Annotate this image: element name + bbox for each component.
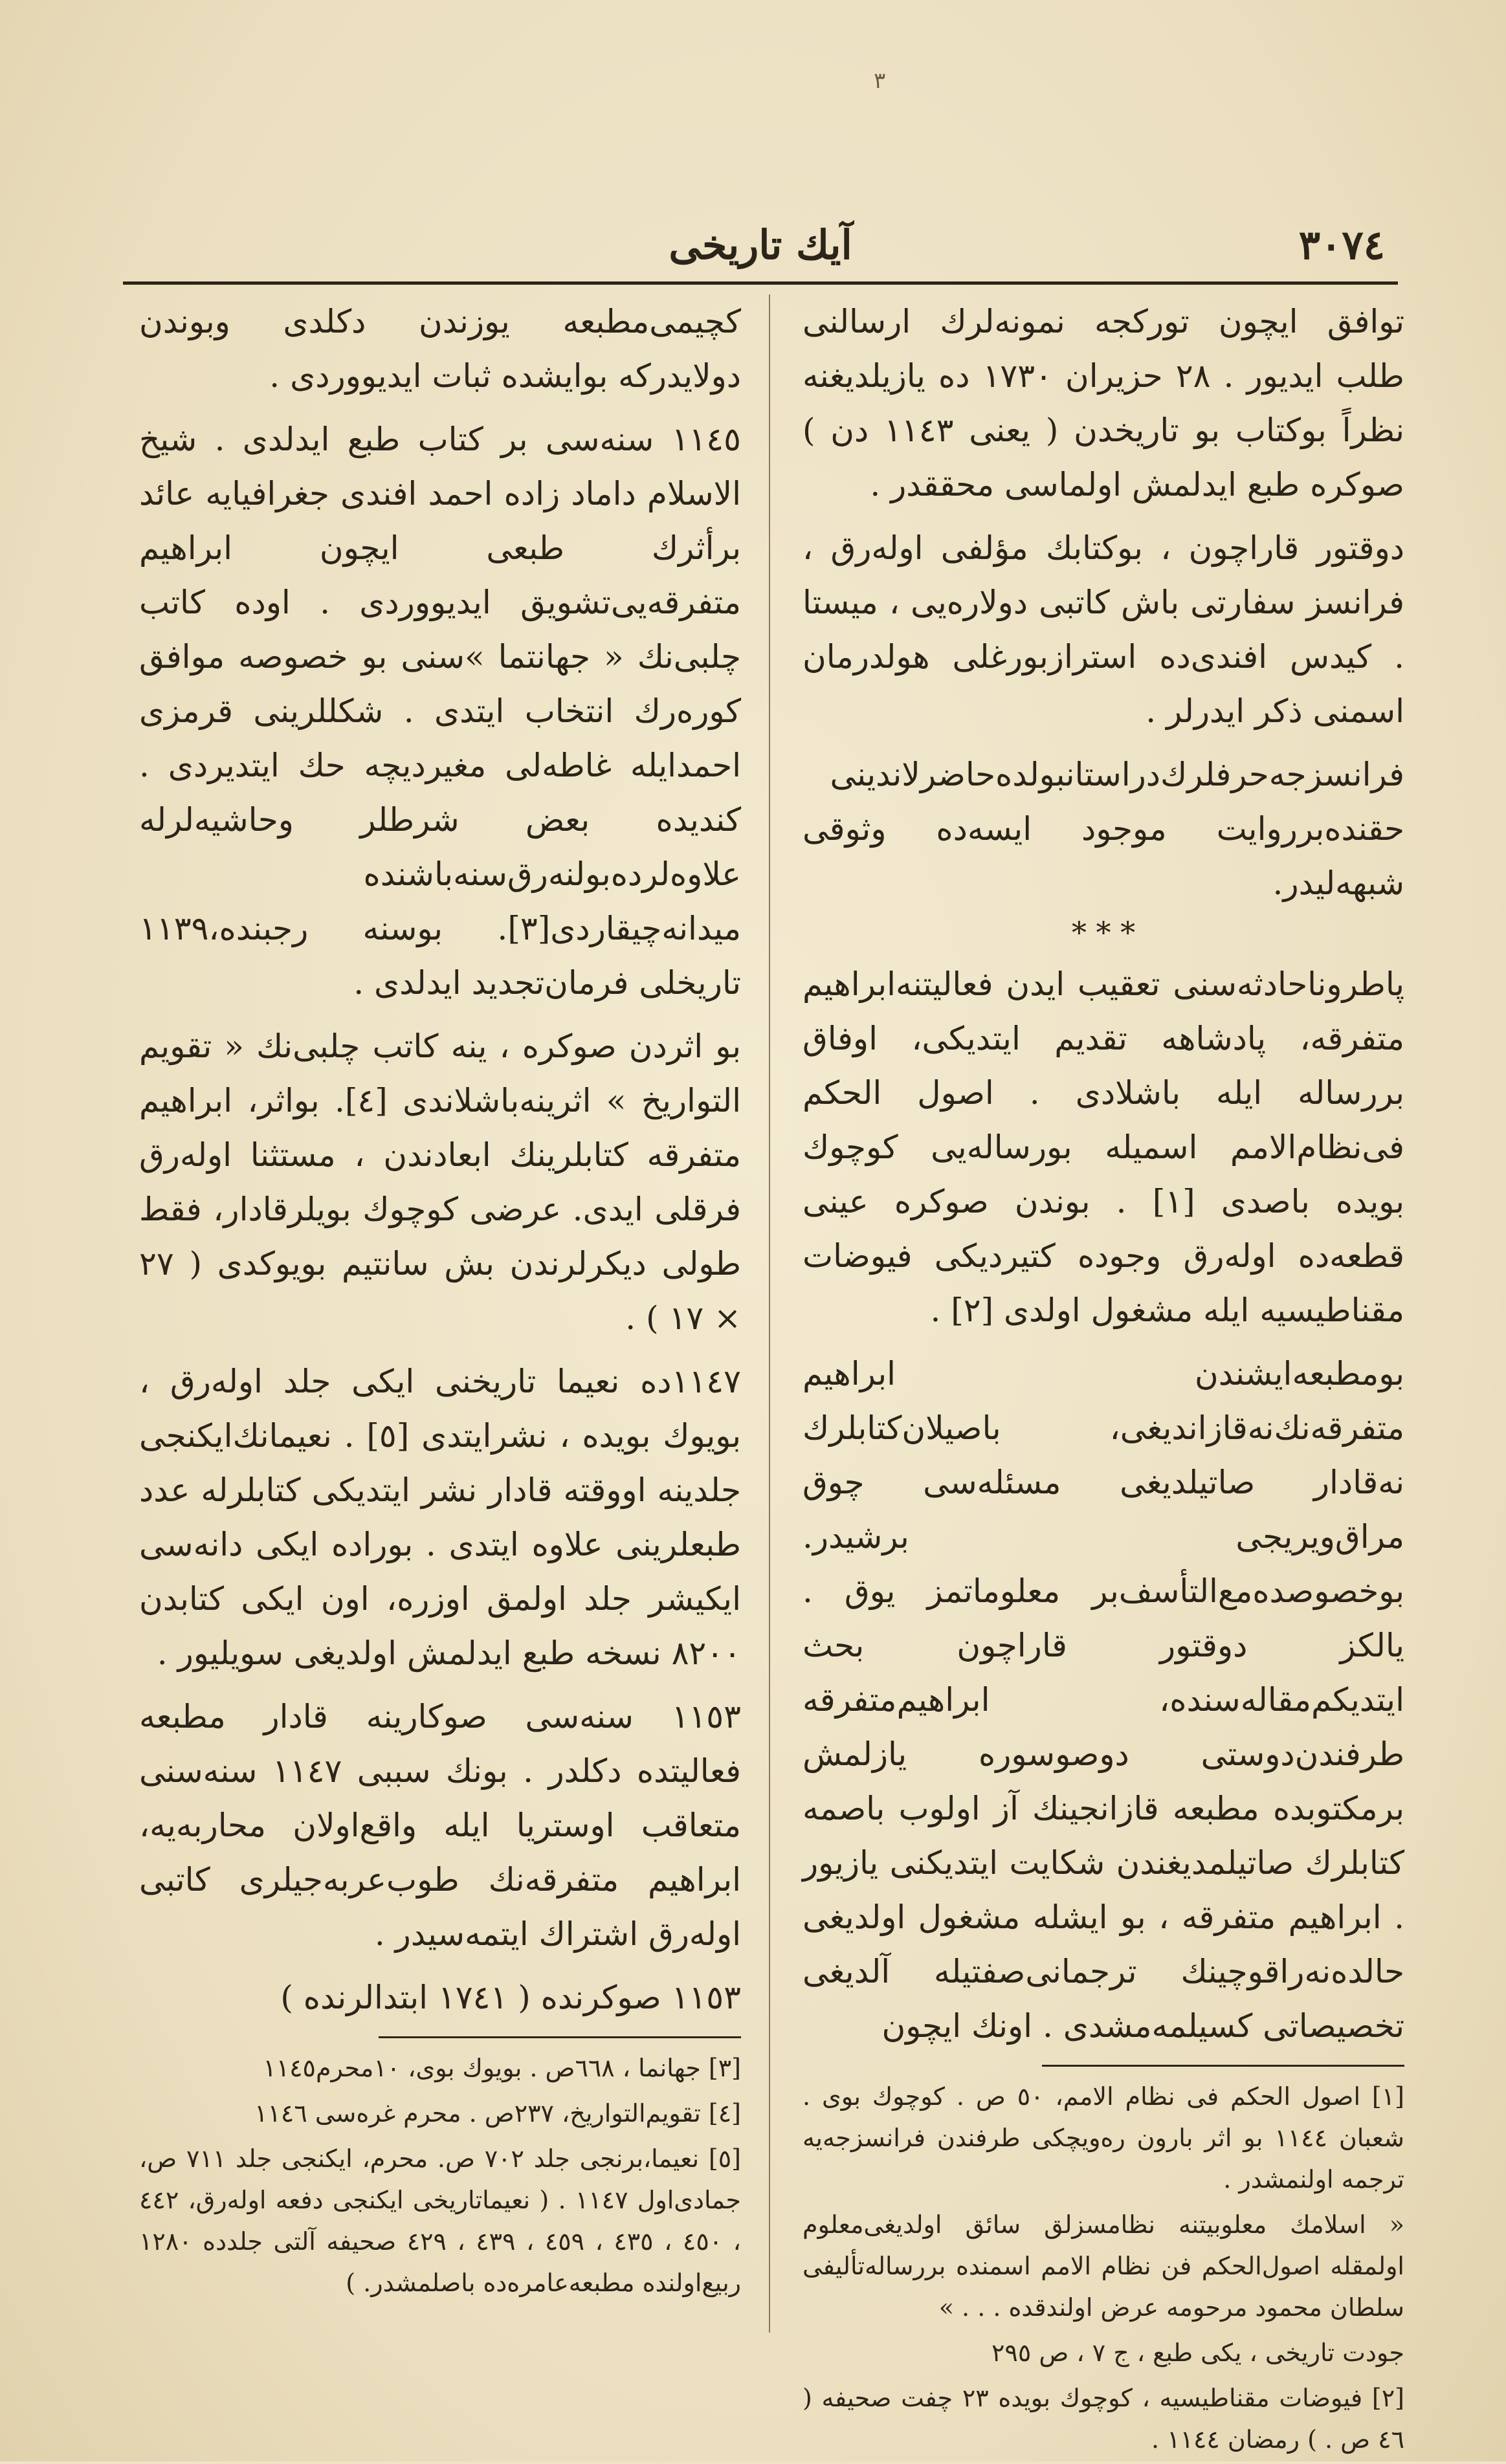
footnote-rule: [1042, 2065, 1404, 2067]
right-column: [803, 294, 1404, 2464]
section-separator: * * *: [1071, 915, 1136, 950]
paragraph: ١١٥٣ صوكرنده ( ١٧٤١ ابتدالرنده ): [280, 1979, 741, 2016]
footnote: [٤] تقويم‌التواريخ، ٢٣٧ص . محرم غره‌سى ١١٤٦: [254, 2099, 741, 2128]
left-column: [139, 294, 741, 2307]
footnote-rule: [379, 2036, 741, 2038]
paragraph: بومطبعه‌ايشندن ابراهيم متفرقه‌نك‌نه‌قازانديغى، باصيلان‌كتابلرك نه‌قادار صاتيلديغى مسئله‌سى چوق مراق‌ويريجى برشيدر. بوخصوصده‌مع‌التأسف‌بر معلوماتمز يوق . يالكز دوقتور قاراچون بحث ايتديكم‌مقاله‌سنده، ابراهيم‌متفرقه طرفندن‌دوستى دوصوسوره يازلمش برمكتوبده مطبعه قازانجينك آز اولوب باصمه كتابلرك صاتيلمديغندن شكايت ايتديكنى يازيور . ابراهيم متفرقه ، بو ايشله مشغول اولديغى حالده‌نه‌راقوچينك ترجمانى‌صفتيله آلديغى تخصيصاتى كسيلمه‌مشدى . اونك ايچون: [803, 1355, 1404, 2045]
footnote: جودت تاريخى ، يكى طبع ، ج ٧ ، ص ٢٩٥: [991, 2338, 1404, 2367]
page-number: ٣٠٧٤: [1298, 221, 1385, 269]
page-header: [123, 214, 1398, 285]
paragraph: فرانسزجه‌حرفلرك‌دراستانبولده‌حاضرلاندينى حقنده‌برروايت موجود ايسه‌ده وثوقى شبهه‌ليدر.: [803, 756, 1404, 902]
paragraph: ١١٤٧ده نعيما تاريخنى ايكى جلد اوله‌رق ، بويوك بويده ، نشرايتدى [٥] . نعيمانك‌ايكنجى جلدينه اووقته قادار نشر ايتديكى كتابلرله عدد طبعلرينى علاوه ايتدى . بوراده ايكى دانه‌سى ايكيشر جلد اولمق اوزره، اون ايكى كتابدن ٨٢٠٠ نسخه طبع ايدلمش اولديغى سويليور .: [139, 1363, 741, 1672]
running-title: آيك تاريخى: [669, 221, 852, 269]
footnote: « اسلامك معلوبيتنه نظامسزلق سائق اولديغى‌معلوم اولمقله اصول‌الحكم فن نظام الامم اسمنده بررساله‌تأليفى سلطان محمود مرحومه عرض اولندقده . . . »: [803, 2210, 1404, 2322]
footnote: [٥] نعيما،برنجى جلد ٧٠٢ ص. محرم، ايكنجى جلد ٧١١ ص، جمادى‌اول ١١٤٧ . ( نعيماتاريخى ايكنجى دفعه اوله‌رق، ٤٤٢ ، ٤٥٠ ، ٤٣٥ ، ٤٥٩ ، ٤٣٩ ، ٤٢٩ صحيفه آلتى جلدده ١٢٨٠ ربيع‌اولنده مطبعه‌عامره‌ده باصلمشدر. ): [139, 2144, 741, 2297]
top-mark: ٣: [874, 68, 886, 94]
footnote: [٢] فيوضات مقناطيسيه ، كوچوك بويده ٢٣ چفت صحيفه ( ٤٦ ص . ) رمضان ١١٤٤ .: [803, 2384, 1404, 2454]
paragraph: بو اثردن صوكره ، ينه كاتب چلبى‌نك « تقويم التواريخ » اثرينه‌باشلاندى [٤]. بواثر، ابراهيم متفرقه كتابلرينك ابعادندن ، مستثنا اوله‌رق فرقلى ايدى. عرضى كوچوك بويلرقادار، فقط طولى ديكرلرندن بش سانتيم بويوكدى ( ٢٧ × ١٧ ) .: [139, 1028, 741, 1337]
paragraph: كچيمى‌مطبعه يوزندن دكلدى وبوندن دولايدركه بوايشده ثبات ايديووردى .: [139, 303, 741, 395]
footnote: [٣] جهانما ، ٦٦٨ص . بويوك بوى، ١٠محرم١١٤٥: [263, 2054, 741, 2082]
column-divider: [769, 294, 770, 2333]
paragraph: ١١٥٣ سنه‌سى صوكارينه قادار مطبعه فعاليتده دكلدر . بونك سببى ١١٤٧ سنه‌سنى متعاقب اوستريا ايله واقع‌اولان محاربه‌يه، ابراهيم متفرقه‌نك طوب‌عربه‌جيلرى كاتبى اوله‌رق اشتراك ايتمه‌سيدر .: [139, 1698, 741, 1953]
paragraph: پاطرونا‌حادثه‌سنى تعقيب ايدن فعاليتنه‌ابراهيم متفرقه، پادشاهه تقديم ايتديكى، اوفاق بررساله ايله باشلادى . اصول الحكم فى‌نظام‌الامم اسميله بورساله‌يى كوچوك بويده باصدى [١] . بوندن صوكره عينى قطعه‌ده اوله‌رق وجوده كتيرديكى فيوضات مقناطيسيه ايله مشغول اولدى [٢] .: [803, 965, 1404, 1329]
paragraph: توافق ايچون توركجه نمونه‌لرك ارسالنى طلب ايديور . ٢٨ حزيران ١٧٣٠ ده يازيلديغنه نظراً بوكتاب بو تاريخدن ( يعنى ١١٤٣ دن ) صوكره طبع ايدلمش اولماسى محققدر .: [803, 303, 1405, 503]
footnote: [١] اصول الحكم فى نظام الامم، ٥٠ ص . كوچوك بوى . شعبان ١١٤٤ بو اثر بارون ره‌ويچكى طرفندن فرانسزجه‌يه ترجمه اولنمشدر .: [803, 2082, 1405, 2194]
paragraph: دوقتور قاراچون ، بوكتابك مؤلفى اوله‌رق ، فرانسز سفارتى باش كاتبى دولاره‌يى ، ميستا . كيدس افندى‌ده استرازبورغلى هولدرمان اسمنى ذكر ايدرلر .: [803, 529, 1404, 730]
paragraph: ١١٤٥ سنه‌سى بر كتاب طبع ايدلدى . شيخ الاسلام داماد زاده احمد افندى جغرافيايه عائد برأثرك طبعى ايچون ابراهيم متفرقه‌يى‌تشويق ايديووردى . اوده كاتب چلبى‌نك « جهانتما »سنى بو خصوصه موافق كوره‌رك انتخاب ايتدى . شكللرينى قرمزى احمدايله غاطه‌لى مغيرديچه حك ايتديردى . كنديده بعض شرطلر وحاشيه‌لرله علاوه‌لرده‌بولنه‌رق‌سنه‌باشنده ميدانه‌چيقاردى[٣]. بوسنه رجبنده،١١٣٩ تاريخلى فرمان‌تجديد ايدلدى .: [139, 421, 741, 1002]
